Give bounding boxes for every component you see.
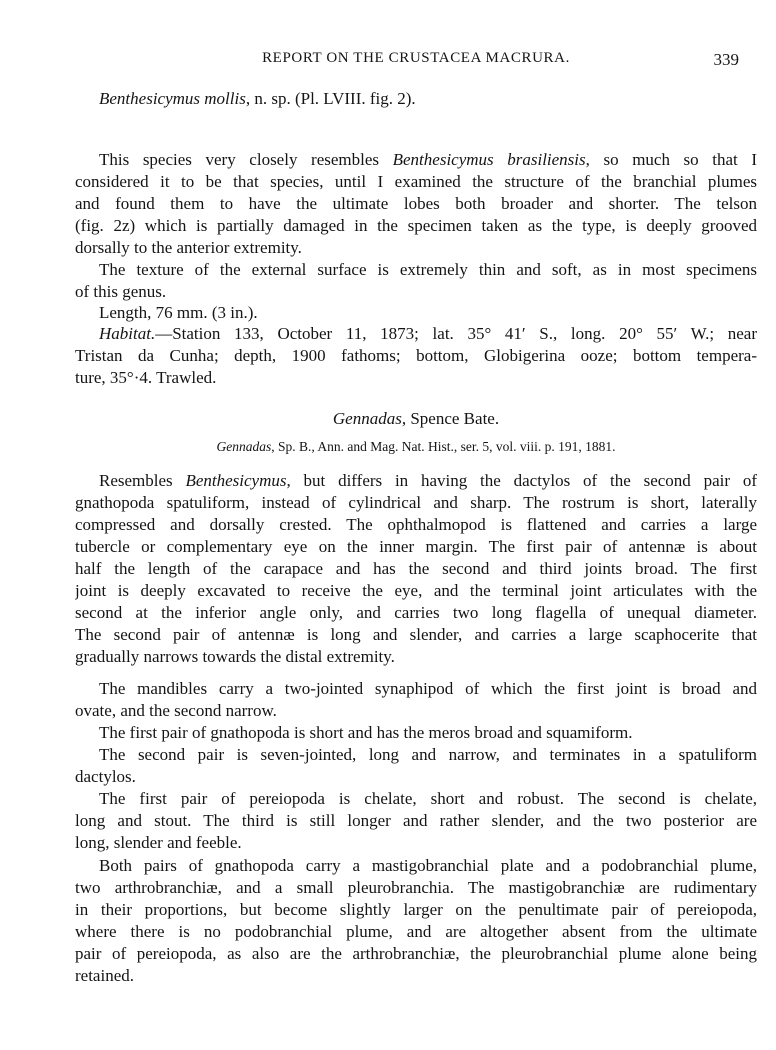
text: gradually narrows towards the distal extremity. xyxy=(75,647,395,666)
text-line xyxy=(75,722,757,744)
text: dactylos. xyxy=(75,767,136,786)
text-line xyxy=(75,921,757,943)
text-line xyxy=(75,193,757,215)
text: Resembles xyxy=(99,471,186,490)
text: The texture of the external surface is extremely thin and soft, as in most specimens xyxy=(99,260,757,279)
text-line xyxy=(75,345,757,367)
text: half the length of the carapace and has the second and third joints broad. The first xyxy=(75,559,757,578)
italic-text: Benthesicymus mollis xyxy=(99,89,246,108)
text-line xyxy=(75,788,757,810)
italic-text: Habitat. xyxy=(99,324,156,343)
italic-text: Benthesicymus brasiliensis xyxy=(392,150,586,169)
text: , Sp. B., Ann. and Mag. Nat. Hist., ser. 5, vol. viii. p. 191, 1881. xyxy=(271,439,616,454)
citation xyxy=(75,436,757,458)
text: long, slender and feeble. xyxy=(75,833,242,852)
text: dorsally to the anterior extremity. xyxy=(75,238,302,257)
text: two arthrobranchiæ, and a small pleurobranchia. The mastigobranchiæ are rudimentary xyxy=(75,878,757,897)
text: (fig. 2z) which is partially damaged in the specimen taken as the type, is deeply grooved xyxy=(75,216,757,235)
text: The second pair of antennæ is long and slender, and carries a large scaphocerite that xyxy=(75,625,757,644)
italic-text: Gennadas xyxy=(332,409,402,428)
text: gnathopoda spatuliform, instead of cylindrical and sharp. The rostrum is short, laterally xyxy=(75,493,757,512)
text-line xyxy=(75,88,757,110)
text: in their proportions, but become slightly larger on the penultimate pair of pereiopoda, xyxy=(75,900,757,919)
paragraph xyxy=(75,470,757,668)
paragraph xyxy=(75,678,757,722)
text-line xyxy=(75,810,757,832)
paragraph xyxy=(75,149,757,259)
genus-heading xyxy=(75,408,757,430)
text-line xyxy=(75,832,757,854)
text-line xyxy=(75,171,757,193)
text-line xyxy=(75,877,757,899)
text-line xyxy=(75,646,757,668)
text-line xyxy=(75,700,757,722)
text-line xyxy=(75,678,757,700)
text: The first pair of pereiopoda is chelate, short and robust. The second is chelate, xyxy=(99,789,757,808)
text-line xyxy=(75,436,757,458)
text-line xyxy=(75,965,757,987)
text: Tristan da Cunha; depth, 1900 fathoms; bottom, Globigerina ooze; bottom tempera- xyxy=(75,346,757,365)
text: Length, 76 mm. (3 in.). xyxy=(99,303,258,322)
text: The mandibles carry a two-jointed synaphipod of which the first joint is broad and xyxy=(99,679,757,698)
text: ture, 35°·4. Trawled. xyxy=(75,368,217,387)
italic-text: Benthesicymus xyxy=(185,471,287,490)
text-line xyxy=(75,259,757,281)
text: The second pair is seven-jointed, long and narrow, and terminates in a spatuliform xyxy=(99,745,757,764)
text-line xyxy=(75,302,757,324)
paragraph xyxy=(75,722,757,744)
paragraph xyxy=(75,259,757,303)
italic-text: Gennadas xyxy=(216,439,272,454)
text: compressed and dorsally crested. The ophthalmopod is flattened and carries a large xyxy=(75,515,757,534)
text-line xyxy=(75,602,757,624)
text: , Spence Bate. xyxy=(401,409,500,428)
text: Both pairs of gnathopoda carry a mastigobranchial plate and a podobranchial plume, xyxy=(99,856,757,875)
paragraph xyxy=(75,744,757,788)
text-line xyxy=(75,492,757,514)
text-line xyxy=(75,470,757,492)
text-line xyxy=(75,367,757,389)
text: retained. xyxy=(75,966,134,985)
text-line xyxy=(75,766,757,788)
habitat-paragraph xyxy=(75,323,757,389)
text-line xyxy=(75,237,757,259)
text-line xyxy=(75,558,757,580)
text: where there is no podobranchial plume, and are altogether absent from the ultimate xyxy=(75,922,757,941)
text: —Station 133, October 11, 1873; lat. 35° 41′ S., long. 20° 55′ W.; near xyxy=(155,324,757,343)
text: considered it to be that species, until I examined the structure of the branchial plumes xyxy=(75,172,757,191)
text-line xyxy=(75,744,757,766)
text-line xyxy=(75,408,757,430)
text: The first pair of gnathopoda is short and has the meros broad and squamiform. xyxy=(99,723,633,742)
text: , but differs in having the dactylos of the second pair of xyxy=(286,471,757,490)
text-line xyxy=(75,149,757,171)
text: , so much so that I xyxy=(585,150,757,169)
text: pair of pereiopoda, as also are the arthrobranchiæ, the pleurobranchial plume alone being xyxy=(75,944,757,963)
text: tubercle or complementary eye on the inner margin. The first pair of antennæ is about xyxy=(75,537,757,556)
text-line xyxy=(75,855,757,877)
text-line xyxy=(75,215,757,237)
text: This species very closely resembles xyxy=(99,150,393,169)
paragraph xyxy=(75,855,757,987)
text: , n. sp. (Pl. LVIII. fig. 2). xyxy=(245,89,416,108)
text-line xyxy=(75,536,757,558)
text: second at the inferior angle only, and carries two long flagella of unequal diameter. xyxy=(75,603,757,622)
text-line xyxy=(75,899,757,921)
paragraph xyxy=(75,788,757,854)
text: and found them to have the ultimate lobes both broader and shorter. The telson xyxy=(75,194,757,213)
text-line xyxy=(75,580,757,602)
running-header xyxy=(75,50,757,74)
text-line xyxy=(75,943,757,965)
text-line xyxy=(75,281,757,303)
text: ovate, and the second narrow. xyxy=(75,701,277,720)
text: long and stout. The third is still longer and rather slender, and the two posterior are xyxy=(75,811,757,830)
text-line xyxy=(75,624,757,646)
text-line xyxy=(75,323,757,345)
page-number: 339 xyxy=(713,50,739,69)
paragraph xyxy=(75,302,757,324)
species-heading xyxy=(75,88,757,110)
text: joint is deeply excavated to receive the eye, and the terminal joint articulates with the xyxy=(75,581,757,600)
text: of this genus. xyxy=(75,282,167,301)
running-title: REPORT ON THE CRUSTACEA MACRURA. xyxy=(262,50,570,66)
text-line xyxy=(75,514,757,536)
